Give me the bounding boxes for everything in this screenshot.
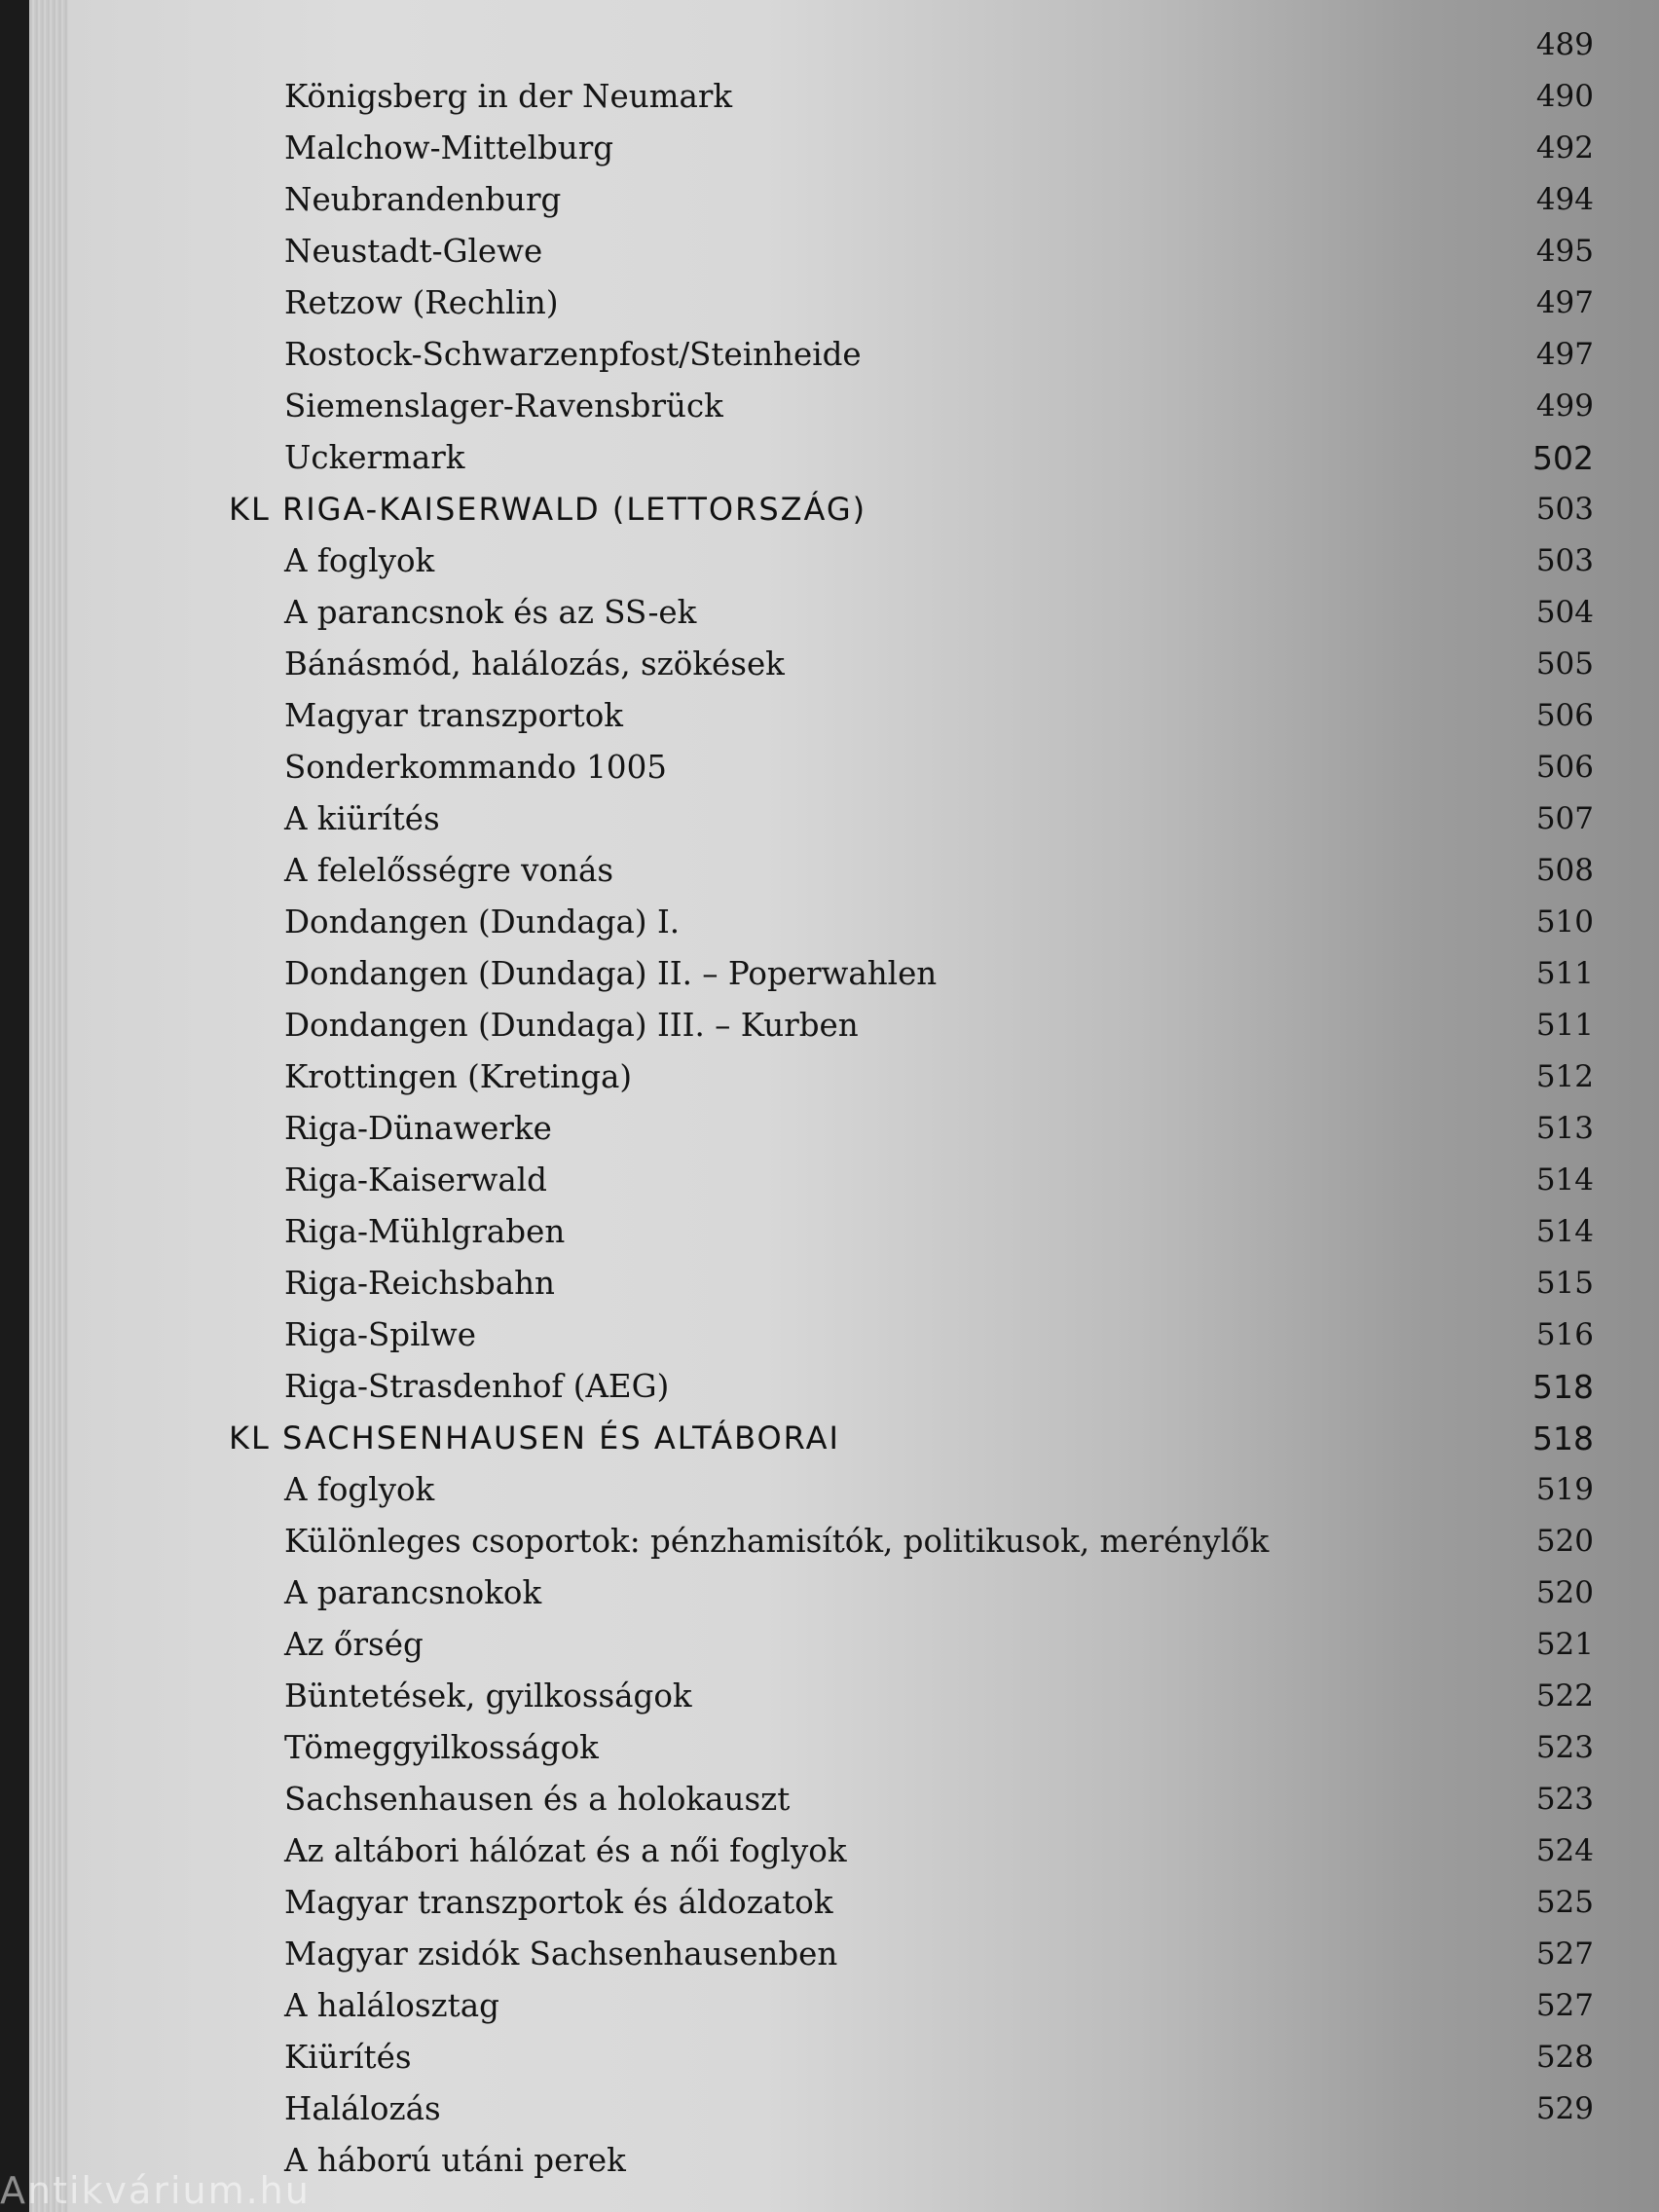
toc-entry-title: Kiürítés	[284, 2039, 412, 2076]
watermark-text: Antikvárium.hu	[0, 2169, 311, 2212]
toc-entry	[29, 845, 1659, 897]
toc-entry-title: Rostock-Schwarzenpfost/Steinheide	[284, 336, 862, 373]
toc-page-number: 520	[1535, 1575, 1594, 1610]
toc-page-number: 529	[1535, 2091, 1594, 2126]
toc-entry	[29, 2083, 1659, 2135]
toc-page-number: 525	[1535, 1885, 1594, 1920]
toc-entry	[29, 1309, 1659, 1361]
toc-page-number: 519	[1535, 1472, 1594, 1507]
toc-entry	[29, 2032, 1659, 2083]
toc-entry-title: Riga-Strasdenhof (AEG)	[284, 1368, 670, 1405]
toc-entry	[29, 1774, 1659, 1825]
toc-entry	[29, 484, 1659, 535]
toc-page-number: 527	[1535, 1936, 1594, 1972]
toc-entry-title: Magyar zsidók Sachsenhausenben	[284, 1936, 838, 1972]
toc-page-number: 523	[1535, 1782, 1594, 1817]
toc-entry	[29, 1361, 1659, 1413]
toc-page-number: 514	[1535, 1162, 1594, 1198]
toc-entry	[29, 1413, 1659, 1464]
toc-page-number: 508	[1535, 853, 1594, 888]
toc-entry	[29, 1206, 1659, 1258]
toc-page-number: 503	[1535, 543, 1594, 578]
toc-page-number: 520	[1535, 1524, 1594, 1559]
toc-page-number: 506	[1535, 698, 1594, 733]
toc-page-number: 497	[1535, 337, 1594, 372]
toc-entry	[29, 1516, 1659, 1567]
toc-page-number: 489	[1535, 27, 1594, 62]
toc-entry	[29, 277, 1659, 329]
toc-entry	[29, 123, 1659, 174]
toc-page-number: 514	[1535, 1214, 1594, 1249]
toc-entry	[29, 1464, 1659, 1516]
toc-entry-title: Dondangen (Dundaga) II. – Poperwahlen	[284, 955, 938, 992]
toc-entry-title: Riga-Reichsbahn	[284, 1265, 555, 1302]
toc-entry-title: A parancsnokok	[284, 1574, 542, 1611]
toc-page-number: 515	[1535, 1266, 1594, 1301]
toc-entry-title: Magyar transzportok	[284, 697, 623, 734]
toc-entry-title: Tömeggyilkosságok	[284, 1729, 599, 1766]
toc-entry	[29, 1155, 1659, 1206]
toc-entry-title: A parancsnok és az SS-ek	[284, 594, 697, 631]
toc-entry-title: Sonderkommando 1005	[284, 749, 667, 786]
toc-page-number: 518	[1532, 1368, 1594, 1406]
toc-page-number: 518	[1532, 1419, 1594, 1457]
toc-entry	[29, 1567, 1659, 1619]
toc-entry-title: Dondangen (Dundaga) I.	[284, 903, 681, 940]
toc-entry	[29, 381, 1659, 432]
toc-entry	[29, 226, 1659, 277]
toc-page-number: 495	[1535, 234, 1594, 269]
toc-page-number: 510	[1535, 904, 1594, 940]
toc-entry-title: Büntetések, gyilkosságok	[284, 1677, 692, 1714]
toc-entry	[29, 742, 1659, 793]
toc-page-number: 497	[1535, 285, 1594, 320]
toc-page-number: 507	[1535, 801, 1594, 836]
toc-page-number: 494	[1535, 182, 1594, 217]
toc-entry	[29, 690, 1659, 742]
page-stack-edge	[29, 0, 68, 2212]
toc-page-number: 504	[1535, 595, 1594, 630]
toc-page-number: 503	[1535, 492, 1594, 527]
toc-page-number: 524	[1535, 1833, 1594, 1868]
toc-entry-title: A háború utáni perek	[284, 2142, 626, 2179]
toc-entry	[29, 1980, 1659, 2032]
toc-entry	[29, 1103, 1659, 1155]
toc-entry	[29, 1877, 1659, 1929]
toc-entry-title: Riga-Mühlgraben	[284, 1213, 566, 1250]
toc-entry	[29, 948, 1659, 1000]
toc-entry-title: Uckermark	[284, 439, 465, 476]
toc-page-number: 505	[1535, 646, 1594, 682]
toc-entry-title: Halálozás	[284, 2090, 441, 2127]
toc-entry	[29, 1722, 1659, 1774]
toc-page-number: 527	[1535, 1988, 1594, 2023]
toc-entry-title: Retzow (Rechlin)	[284, 284, 559, 321]
book-page	[29, 0, 1659, 2212]
toc-entry-title: Malchow-Mittelburg	[284, 129, 614, 166]
toc-section-heading: KL RIGA-KAISERWALD (LETTORSZÁG)	[229, 491, 867, 528]
toc-entry	[29, 19, 1659, 71]
toc-entry-title: Neustadt-Glewe	[284, 233, 543, 270]
toc-entry	[29, 587, 1659, 639]
toc-entry	[29, 897, 1659, 948]
toc-entry-title: A felelősségre vonás	[284, 852, 614, 889]
toc-page-number: 490	[1535, 79, 1594, 114]
toc-entry-title: Magyar transzportok és áldozatok	[284, 1884, 833, 1921]
toc-entry	[29, 1619, 1659, 1671]
toc-page-number: 528	[1535, 2040, 1594, 2075]
toc-entry-title: A halálosztag	[284, 1987, 499, 2024]
toc-entry	[29, 71, 1659, 123]
toc-section-heading: KL SACHSENHAUSEN ÉS ALTÁBORAI	[229, 1419, 840, 1456]
toc-entry	[29, 1258, 1659, 1309]
toc-entry	[29, 535, 1659, 587]
toc-page-number: 521	[1535, 1627, 1594, 1662]
toc-entry-title: Königsberg in der Neumark	[284, 78, 733, 115]
toc-entry-title: Riga-Dünawerke	[284, 1110, 552, 1147]
toc-page-number: 499	[1535, 388, 1594, 424]
toc-entry	[29, 1929, 1659, 1980]
toc-page-number: 516	[1535, 1317, 1594, 1352]
toc-entry-title: Sachsenhausen és a holokauszt	[284, 1781, 791, 1818]
toc-page-number: 492	[1535, 130, 1594, 166]
toc-page-number: 511	[1535, 1008, 1594, 1043]
toc-entry	[29, 432, 1659, 484]
toc-page-number: 522	[1535, 1678, 1594, 1714]
toc-entry-title: Az altábori hálózat és a női foglyok	[284, 1832, 847, 1869]
toc-entry-title: A foglyok	[284, 542, 435, 579]
toc-entry-title: Különleges csoportok: pénzhamisítók, politikusok, merénylők	[284, 1523, 1270, 1560]
toc-entry-title: Az őrség	[284, 1626, 424, 1663]
toc-entry-title: A kiürítés	[284, 800, 440, 837]
toc-entry	[29, 793, 1659, 845]
toc-entry	[29, 1051, 1659, 1103]
toc-entry	[29, 174, 1659, 226]
toc-entry	[29, 639, 1659, 690]
toc-entry-title: Siemenslager-Ravensbrück	[284, 387, 723, 424]
toc-entry-title: Neubrandenburg	[284, 181, 562, 218]
toc-entry-title: A foglyok	[284, 1471, 435, 1508]
toc-entry-title: Dondangen (Dundaga) III. – Kurben	[284, 1007, 859, 1044]
toc-entry-title: Riga-Spilwe	[284, 1316, 476, 1353]
toc-page-number: 506	[1535, 750, 1594, 785]
toc-page-number: 511	[1535, 956, 1594, 991]
toc-page-number: 502	[1532, 439, 1594, 477]
toc-entry	[29, 1671, 1659, 1722]
toc-entry	[29, 1825, 1659, 1877]
toc-entry-title: Bánásmód, halálozás, szökések	[284, 645, 785, 682]
toc-entry-title: Krottingen (Kretinga)	[284, 1058, 633, 1095]
toc-page-number: 512	[1535, 1059, 1594, 1094]
toc-entry	[29, 329, 1659, 381]
toc-page-number: 523	[1535, 1730, 1594, 1765]
toc-entry-title: Riga-Kaiserwald	[284, 1161, 547, 1198]
toc-page-number: 513	[1535, 1111, 1594, 1146]
toc-entry	[29, 1000, 1659, 1051]
